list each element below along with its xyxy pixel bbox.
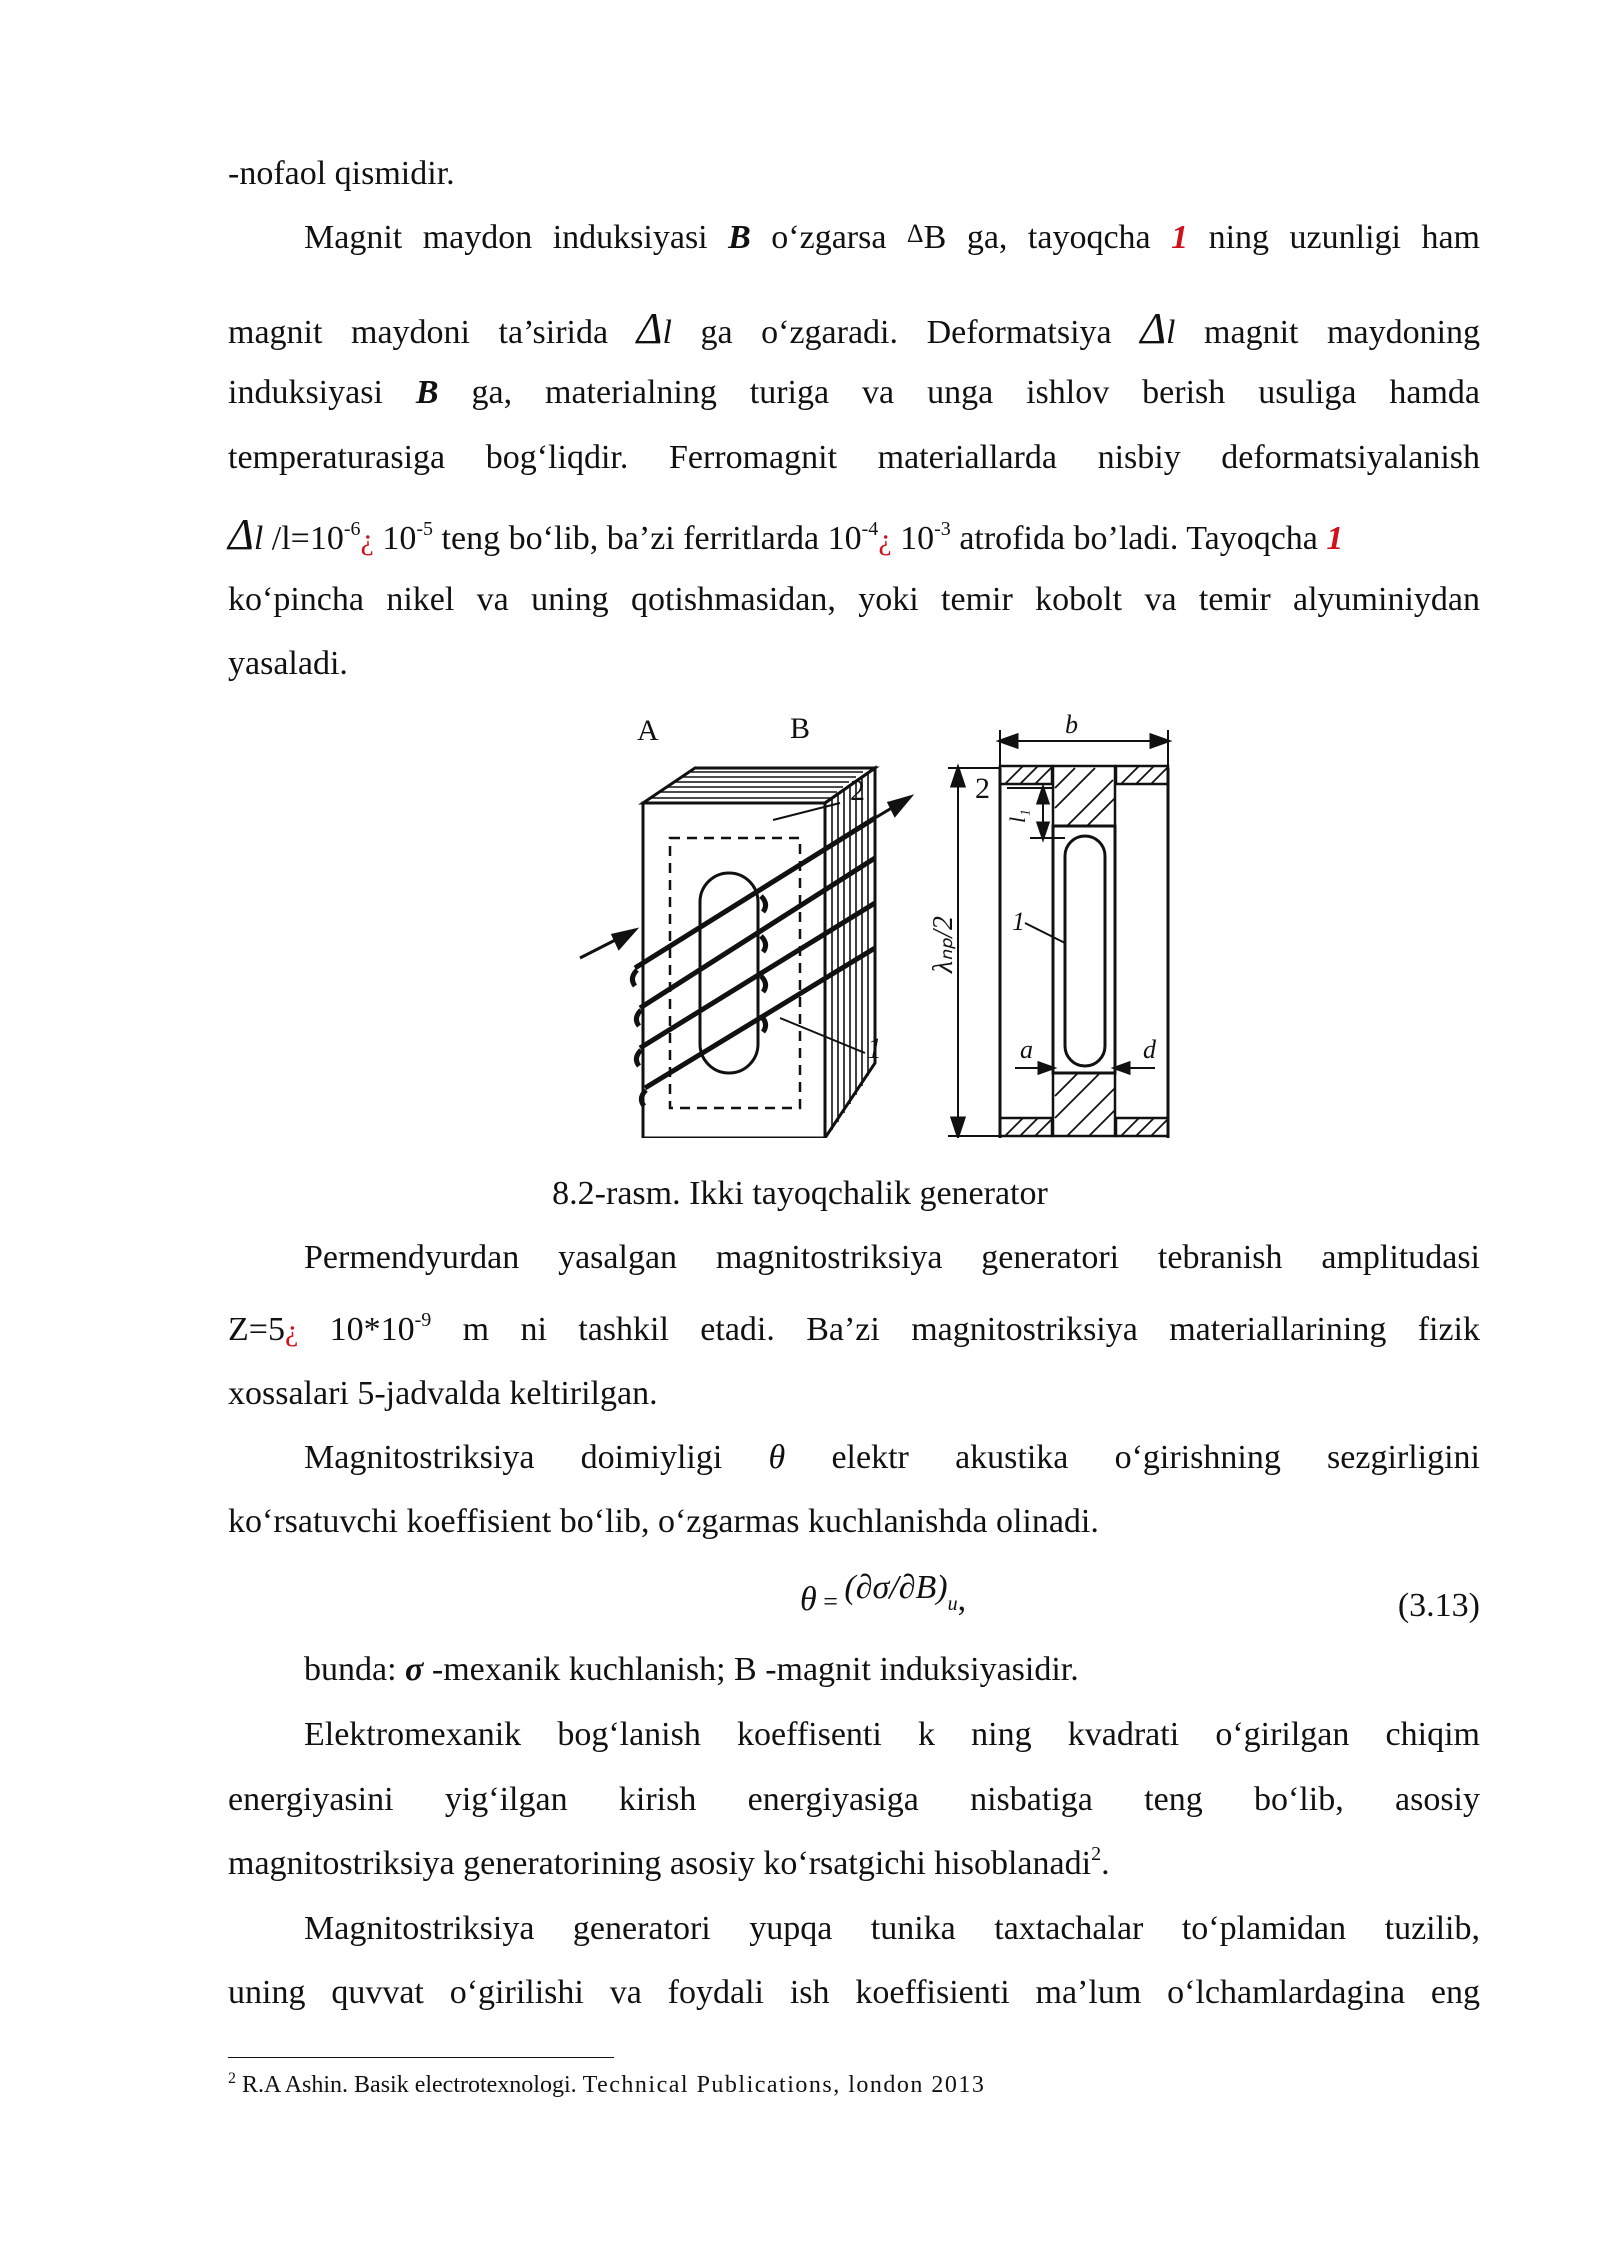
text-line: temperaturasiga bog‘liqdir. Ferromagnit materiallarda nisbiy deformatsiyalanish <box>228 439 1480 476</box>
text-line: energiyasini yig‘ilgan kirish energiyasiga nisbatiga teng bo‘lib, asosiy <box>228 1781 1480 1818</box>
text-line: Magnitostriksiya doimiyligi θ elektr akustika o‘girishning sezgirligini <box>304 1439 1480 1476</box>
label-1-left: 1 <box>867 1032 882 1065</box>
text-line: magnitostriksiya generatorining asosiy ko‘rsatgichi hisoblanadi$^2$. <box>228 1843 1110 1882</box>
text-line: ko‘rsatuvchi koeffisient bo‘lib, o‘zgarmas kuchlanishda olinadi. <box>228 1503 1099 1540</box>
text-line: Δl $/l=10^{-6}¿$ $10^{-5}$ teng bo‘lib, ba’zi ferritlarda $10^{-4}¿$ $10^{-3}$ atrofida bo’ladi. Tayoqcha 1 <box>228 510 1344 559</box>
text-line: Z=5¿ $10*10^{-9}$ m ni tashkil etadi. Ba’zi magnitostriksiya materiallarining fizik <box>228 1309 1480 1348</box>
text-line: Magnit maydon induksiyasi B o‘zgarsa ΔB ga, tayoqcha 1 ning uzunligi ham <box>304 219 1480 256</box>
label-B: B <box>790 712 811 745</box>
generator-figure <box>575 708 1185 1138</box>
formula-3-13: θ = (∂σ/∂B)u, <box>800 1569 967 1618</box>
label-1-right: 1 <box>1012 907 1025 936</box>
text-line: magnit maydoni ta’sirida Δl ga o‘zgaradi. Deformatsiya Δl magnit maydoning <box>228 304 1481 353</box>
label-d: d <box>1143 1035 1156 1064</box>
text-line: -nofaol qismidir. <box>228 155 455 192</box>
label-2-right: 2 <box>975 772 990 805</box>
text-line: uning quvvat o‘girilishi va foydali ish koeffisienti ma’lum o‘lchamlardagina eng <box>228 1974 1480 2011</box>
footnote-separator <box>228 2057 614 2058</box>
text-line: Elektromexanik bog‘lanish koeffisenti k ning kvadrati o‘girilgan chiqim <box>304 1716 1480 1753</box>
text-line: Magnitostriksiya generatori yupqa tunika taxtachalar to‘plamidan tuzilib, <box>304 1910 1480 1947</box>
label-a: a <box>1020 1035 1033 1064</box>
label-2-left: 2 <box>850 774 865 807</box>
figure-caption: 8.2-rasm. Ikki tayoqchalik generator <box>552 1175 1048 1212</box>
text-line: induksiyasi B ga, materialning turiga va unga ishlov berish usuliga hamda <box>228 374 1480 411</box>
equation-number: (3.13) <box>1397 1587 1480 1624</box>
text-line: ko‘pincha nikel va uning qotishmasidan, yoki temir kobolt va temir alyuminiydan <box>228 581 1480 618</box>
label-l1: l₁ <box>1005 809 1030 823</box>
text-line: Permendyurdan yasalgan magnitostriksiya generatori tebranish amplitudasi <box>304 1239 1480 1276</box>
text-line: bunda: σ -mexanik kuchlanish; B -magnit induksiyasidir. <box>304 1651 1079 1688</box>
label-lambda: λₙₚ/2 <box>928 915 959 973</box>
footnote: $^2$ R.A Ashin. Basik electrotexnologi. Technical Publications, london 2013 <box>228 2070 986 2098</box>
text-line: xossalari 5-jadvalda keltirilgan. <box>228 1375 658 1412</box>
text-line: yasaladi. <box>228 645 348 682</box>
label-A: A <box>637 714 659 747</box>
label-b: b <box>1065 710 1078 739</box>
